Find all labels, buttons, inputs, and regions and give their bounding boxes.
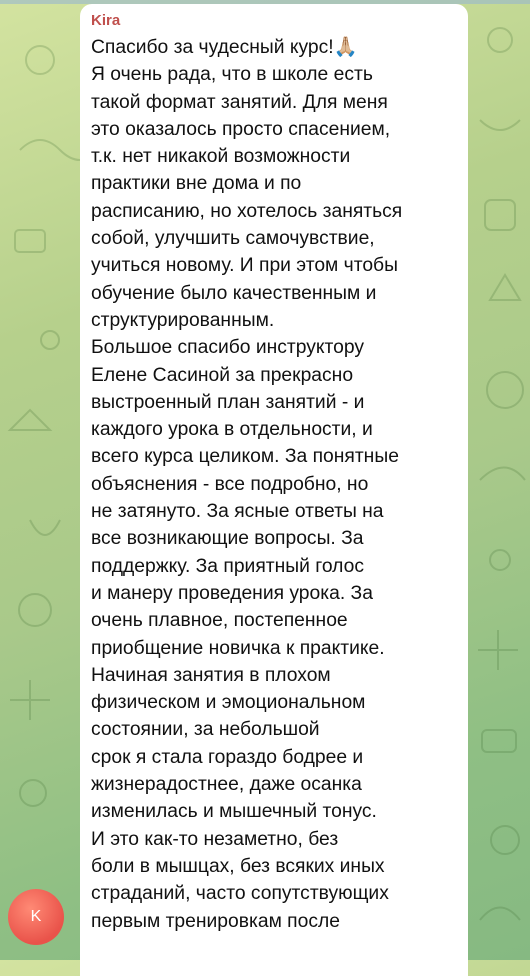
sender-avatar[interactable] [8, 889, 64, 945]
message-sender-name[interactable]: Kira [91, 12, 121, 29]
message-bubble[interactable] [80, 4, 468, 976]
avatar-initial: K [30, 908, 42, 925]
message-text: Спасибо за чудесный курс!🙏🏼 Я очень рада, что в школе есть такой формат занятий. Для меня это оказалось просто спасением, т.к. нет никакой возможности практики вне дома и по расписанию, но хотелось заняться собой, улучшить самочувствие, учиться новому. И при этом чтобы обучение было качественным и структурированным. Большое спасибо инструктору Елене Сасиной за прекрасно выстроенный план занятий - и каждого урока в отдельности, и всего курса целиком. За понятные объяснения - все подробно, но не затянуто. За ясные ответы на все возникающие вопросы. За поддержку. За приятный голос и манеру проведения урока. За очень плавное, постепенное приобщение новичка к практике. Начиная занятия в плохом физическом и эмоциональном состоянии, за небольшой срок я стала гораздо бодрее и жизнерадостнее, даже осанка изменилась и мышечный тонус. И это как-то незаметно, без боли в мышцах, без всяких иных страданий, часто сопутствующих первым тренировкам после [91, 37, 403, 932]
